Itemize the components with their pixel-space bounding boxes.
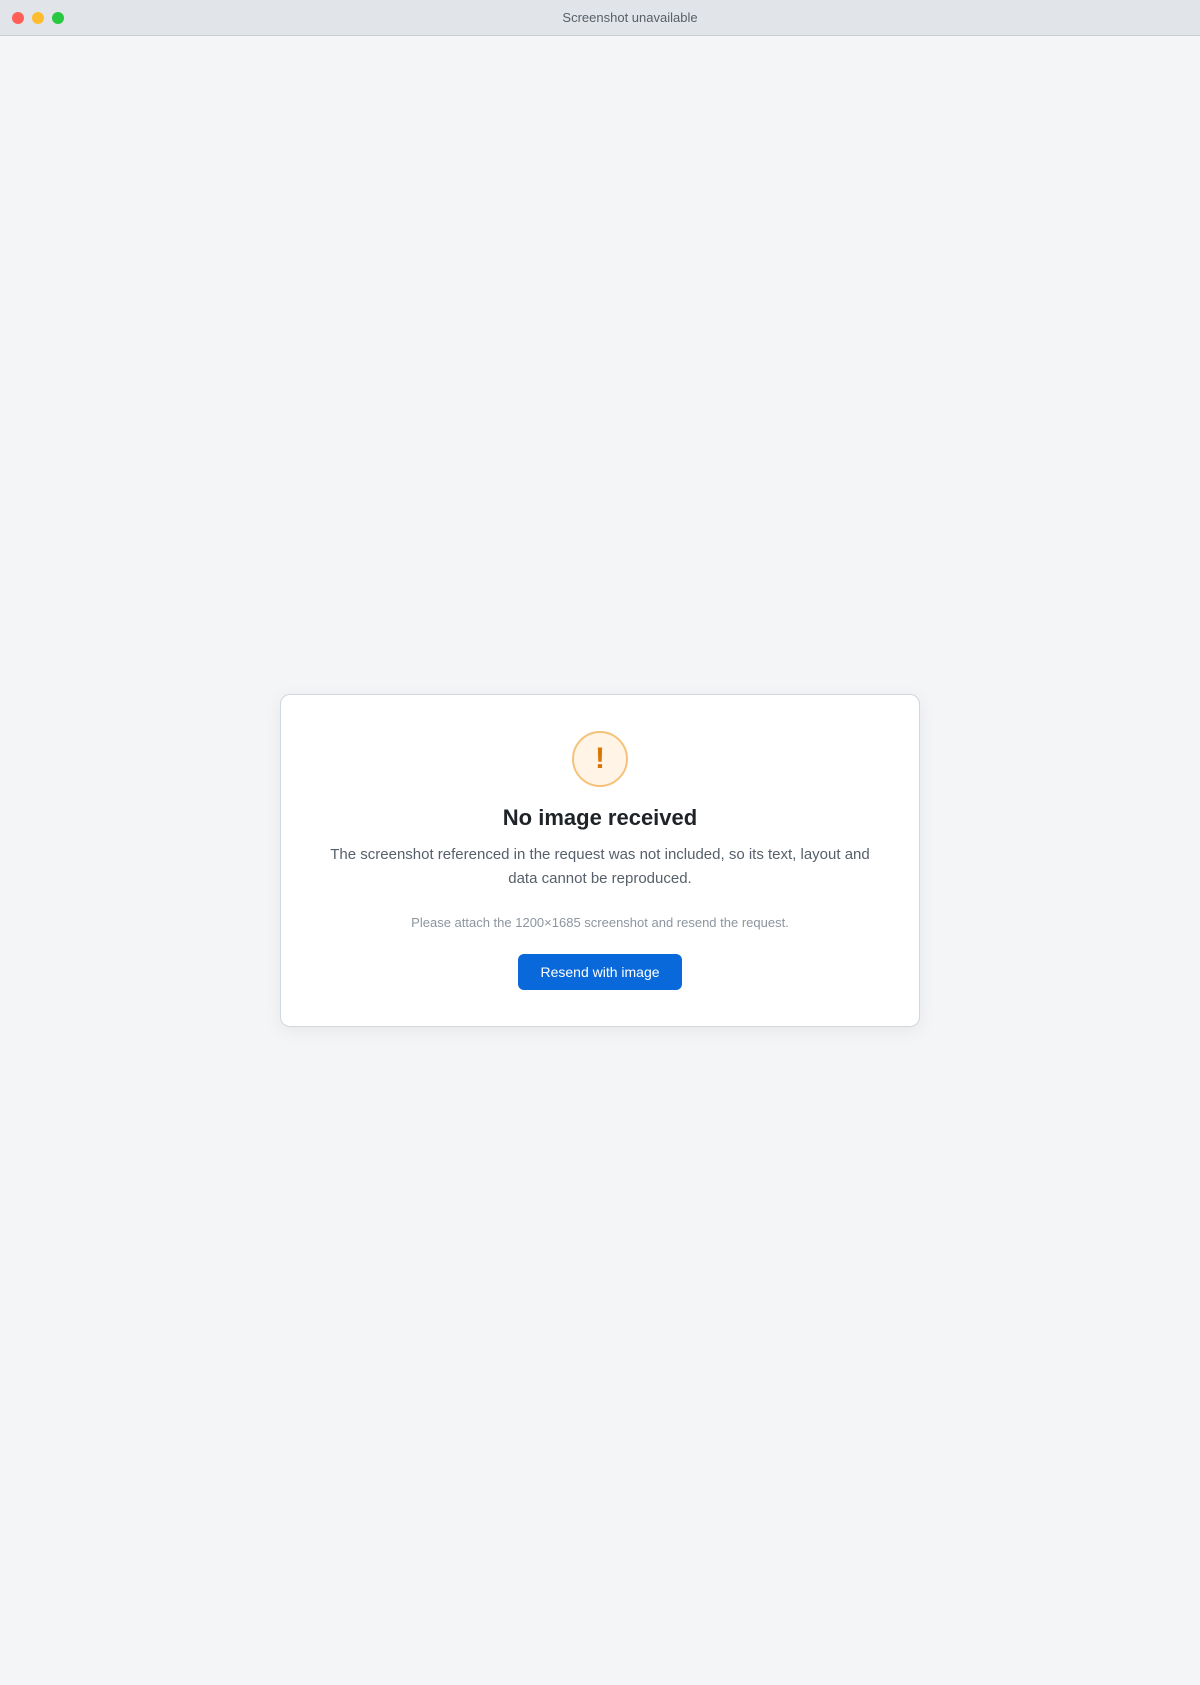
close-window-button[interactable] (12, 12, 24, 24)
maximize-window-button[interactable] (52, 12, 64, 24)
notice-message: The screenshot referenced in the request was not included, so its text, layout and data cannot be reproduced. (330, 846, 870, 887)
warning-icon: ! (572, 731, 628, 787)
missing-image-notice (280, 694, 920, 1027)
notice-heading: No image received (502, 805, 698, 830)
notice-hint: Please attach the 1200×1685 screenshot and resend the request. (411, 915, 789, 930)
main-content (0, 36, 1200, 1685)
resend-button[interactable]: Resend with image (518, 954, 681, 990)
window-title: Screenshot unavailable (562, 10, 698, 25)
window-titlebar (0, 0, 1200, 36)
minimize-window-button[interactable] (32, 12, 44, 24)
